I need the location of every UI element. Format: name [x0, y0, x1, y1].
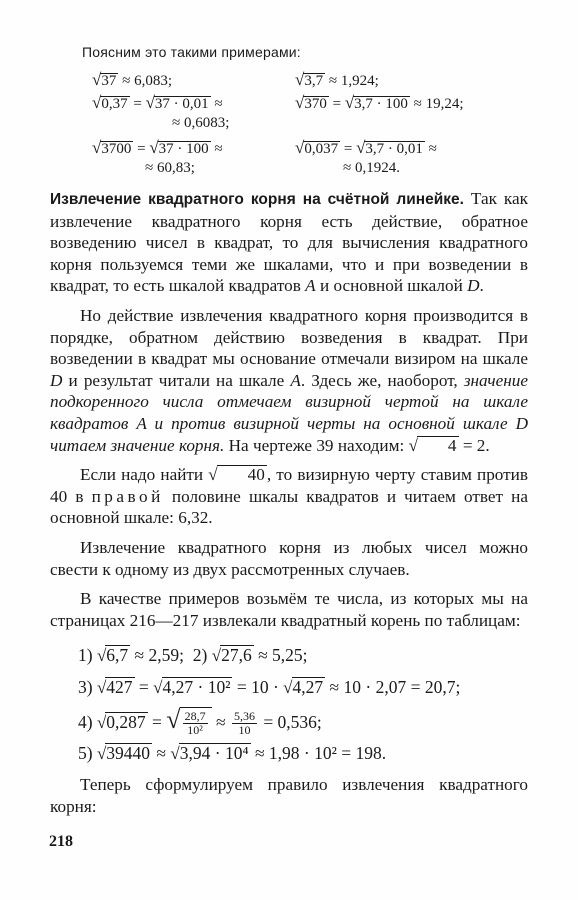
radical-sign: √	[153, 678, 163, 697]
fraction: $\frac{5,36}{10}$	[233, 709, 255, 738]
radical-sign: √	[96, 713, 107, 732]
radical-sign: √	[96, 678, 107, 697]
equation-4: 4) √0,287 = √ $\frac{28,7}{\text{10²}}$ ≈ $\frac{5,36}{10}$ = 0,536;	[78, 705, 322, 738]
rule-italic: значение подкоренного числа отмечаем визирной чертой на шкале квадратов A и против визирной черты на основной шкале D читаем значение корня.	[50, 370, 529, 455]
radical-sign: √	[92, 93, 102, 112]
radical-sign: √	[145, 93, 155, 112]
main-text	[50, 188, 528, 639]
radical-sign: √	[295, 70, 305, 89]
paragraph-reduce: Извлечение квадратного корня из любых чисел можно свести к одному из двух рассмотренных случаев.	[50, 537, 528, 579]
radical-sign: √	[356, 138, 366, 157]
paragraph-rule-intro: Теперь сформулируем правило извлечения квадратного корня:	[50, 775, 528, 816]
fraction: $\frac{28,7}{\text{10²}}$	[184, 709, 206, 738]
example-right-3: √0,037 = √3,7 · 0,01 ≈	[295, 138, 437, 157]
example-left-1: √37 ≈ 6,083;	[92, 70, 172, 89]
page-number: 218	[49, 833, 73, 850]
paragraph-forty: Если надо найти √ 40 , то визирную черту ставим против 40 в правой половине шкалы квадратов и читаем ответ на основной шкале: 6,32.	[50, 465, 528, 528]
radical-sign: √	[344, 93, 355, 112]
radical-sign: √	[208, 465, 218, 485]
example-left-4: √3700 = √37 · 100 ≈	[92, 138, 223, 157]
section-heading: Извлечение квадратного корня на счётной линейке.	[50, 191, 464, 208]
radical-sign: √	[283, 678, 293, 697]
radical-sign: √	[92, 70, 102, 89]
radical-sign: √	[149, 138, 159, 157]
radical-sign: √	[211, 646, 222, 665]
radical-sign: √	[295, 138, 305, 157]
paragraph-examples: В качестве примеров возьмём те числа, из которых мы на страницах 216—217 извлекали квадратный корень по таблицам:	[50, 589, 528, 630]
radical-sign: √	[170, 744, 180, 763]
example-right-2: √370 = √3,7 · 100 ≈ 19,24;	[295, 93, 464, 112]
paragraph-procedure: Но действие извлечения квадратного корня производится в порядке, обратном действию возведения в квадрат. При возведении в квадрат мы основание отмечали визиром на шкале D и результат читали на шкале A. Здесь же, наоборот, значение подкоренного числа отмечаем визирной чертой на шкале квадратов A и против визирной черты на основной шкале D читаем значение корня. На чертеже 39 находим: √ 4 = 2.	[50, 305, 529, 455]
examples-intro: Поясним это такими примерами:	[82, 44, 301, 60]
radical-sign: √	[166, 705, 181, 734]
radical-sign: √	[408, 435, 418, 455]
example-left-2: √0,37 = √37 · 0,01 ≈	[92, 93, 223, 112]
equation-5: 5) √39440 ≈ √3,94 · 10⁴ ≈ 1,98 · 10² = 198.	[78, 743, 387, 763]
radical-sign: √	[295, 93, 305, 112]
radical-sign: √	[96, 646, 107, 665]
example-left-5: ≈ 60,83;	[145, 160, 195, 176]
example-right-1: √3,7 ≈ 1,924;	[295, 70, 379, 89]
example-right-4: ≈ 0,1924.	[343, 160, 400, 176]
equation-1-2: 1) √6,7 ≈ 2,59; 2) √27,6 ≈ 5,25;	[78, 645, 308, 665]
equation-3: 3) √427 = √4,27 · 10² = 10 · √4,27 ≈ 10 · 2,07 = 20,7;	[78, 677, 461, 697]
example-left-3: ≈ 0,6083;	[172, 115, 230, 131]
paragraph-slide-rule: Извлечение квадратного корня на счётной линейке. Так как извлечение квадратного корня есть действие, обратное возведению чисел в квадрат, то для вычисления квадратного корня пользуемся теми же шкалами, что и при возведении в квадрат, то есть шкалой квадратов A и основной шкалой D.	[50, 189, 529, 296]
radical-sign: √	[92, 138, 102, 157]
radical-sign: √	[96, 744, 107, 763]
